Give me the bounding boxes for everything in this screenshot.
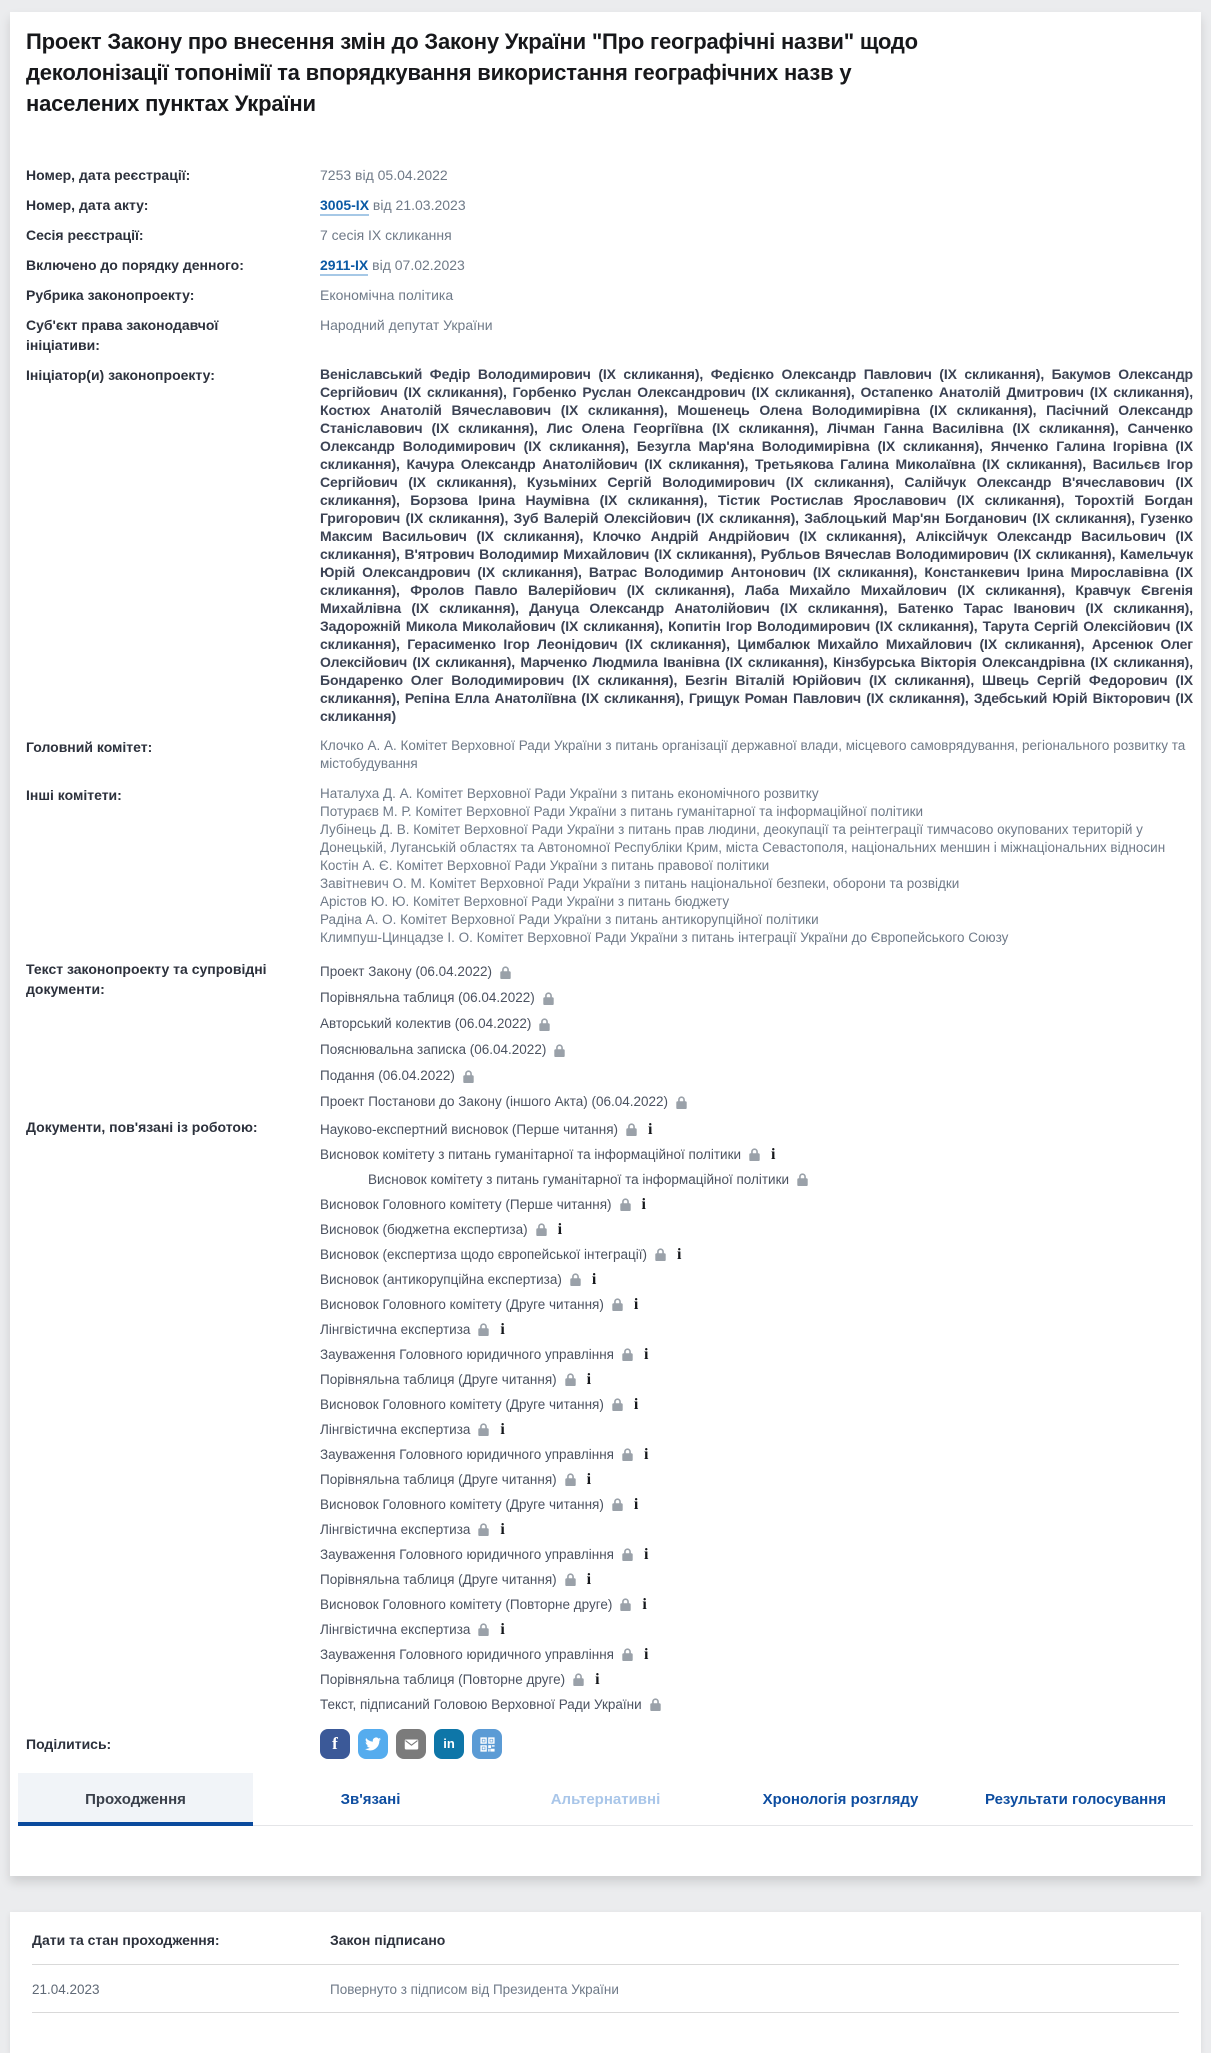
lock-icon bbox=[553, 1043, 566, 1058]
info-icon[interactable] bbox=[595, 1672, 599, 1688]
field-label: Включено до порядку денного: bbox=[26, 257, 244, 273]
document-row bbox=[320, 1567, 1193, 1592]
info-icon[interactable] bbox=[644, 1347, 648, 1363]
lock-icon bbox=[538, 1017, 551, 1032]
info-icon[interactable] bbox=[644, 1447, 648, 1463]
lock-icon bbox=[619, 1597, 632, 1612]
info-icon[interactable] bbox=[648, 1122, 652, 1138]
committee-item: Лубінець Д. В. Комітет Верховної Ради України з питань прав людини, деокупації та реінтеграції тимчасово окупованих територій у Донецькій, Луганській областях та Автономної Республіки Крим, міста Севастополя, національних меншин і міжнаціональних відносин bbox=[320, 822, 1166, 855]
field-value-text: від 21.03.2023 bbox=[369, 197, 466, 213]
document-link[interactable]: Висновок (бюджетна експертиза) bbox=[320, 1221, 528, 1237]
bill-documents-label: Текст законопроекту та супровідні документи: bbox=[26, 961, 267, 997]
document-row bbox=[320, 1063, 1193, 1089]
field-row bbox=[18, 285, 1193, 305]
document-link[interactable]: Лінгвістична експертиза bbox=[320, 1521, 471, 1537]
tab[interactable]: Альтернативні bbox=[550, 1790, 661, 1808]
initiators-label: Ініціатор(и) законопроекту: bbox=[26, 367, 215, 383]
document-link[interactable]: Висновок Головного комітету (Друге читання) bbox=[320, 1496, 604, 1512]
document-row bbox=[320, 1142, 1193, 1167]
passage-status-title: Закон підписано bbox=[330, 1932, 446, 1948]
document-row bbox=[320, 1089, 1193, 1115]
facebook-icon: f bbox=[332, 1734, 338, 1753]
tab[interactable]: Проходження bbox=[18, 1773, 253, 1825]
document-row bbox=[368, 1167, 1193, 1192]
lock-icon bbox=[499, 965, 512, 980]
document-row bbox=[320, 985, 1193, 1011]
field-label: Сесія реєстрації: bbox=[26, 227, 144, 243]
main-committee-label: Головний комітет: bbox=[26, 739, 153, 755]
document-link[interactable]: Текст, підписаний Головою Верховної Ради України bbox=[320, 1696, 642, 1712]
passage-date: 21.04.2023 bbox=[32, 1982, 100, 1997]
document-link[interactable]: Висновок комітету з питань гуманітарної та інформаційної політики bbox=[320, 1146, 742, 1162]
field-label: Рубрика законопроекту: bbox=[26, 287, 195, 303]
document-row bbox=[320, 1192, 1193, 1217]
main-committee-row bbox=[18, 737, 1193, 773]
field-value bbox=[320, 165, 1193, 185]
document-link[interactable]: Порівняльна таблиця (Друге читання) bbox=[320, 1571, 557, 1587]
document-link[interactable]: Порівняльна таблиця (Друге читання) bbox=[320, 1471, 557, 1487]
passage-row bbox=[32, 1965, 1179, 2013]
document-row bbox=[320, 1517, 1193, 1542]
bill-card bbox=[10, 12, 1201, 1876]
document-row bbox=[320, 1242, 1193, 1267]
lock-icon bbox=[748, 1147, 761, 1162]
field-row bbox=[18, 195, 1193, 215]
share-icons bbox=[320, 1729, 502, 1759]
committee-item: Костін А. Є. Комітет Верховної Ради України з питань правової політики bbox=[320, 858, 770, 873]
document-row bbox=[320, 1692, 1193, 1717]
act-number-link[interactable]: 2911-IX bbox=[320, 257, 368, 276]
info-icon[interactable] bbox=[500, 1522, 504, 1538]
tab[interactable]: Хронологія розгляду bbox=[762, 1790, 919, 1808]
passage-panel bbox=[10, 1912, 1201, 2053]
info-icon[interactable] bbox=[587, 1572, 591, 1588]
committee-item: Арістов Ю. Ю. Комітет Верховної Ради України з питань бюджету bbox=[320, 894, 730, 909]
document-link[interactable]: Зауваження Головного юридичного управління bbox=[320, 1546, 614, 1562]
field-value-text: 7 сесія IX скликання bbox=[320, 227, 452, 243]
info-icon[interactable] bbox=[644, 1647, 648, 1663]
share-row bbox=[18, 1729, 1193, 1759]
document-row bbox=[320, 1492, 1193, 1517]
document-row bbox=[320, 1667, 1193, 1692]
lock-icon bbox=[619, 1197, 632, 1212]
field-row bbox=[18, 255, 1193, 275]
tabs-bar bbox=[18, 1773, 1193, 1826]
other-committees-label: Інші комітети: bbox=[26, 787, 122, 803]
field-row bbox=[18, 225, 1193, 245]
document-link[interactable]: Лінгвістична експертиза bbox=[320, 1421, 471, 1437]
info-icon[interactable] bbox=[558, 1222, 562, 1238]
info-icon[interactable] bbox=[592, 1272, 596, 1288]
share-twitter-button[interactable] bbox=[358, 1729, 388, 1759]
bill-documents-list bbox=[320, 959, 1193, 1115]
field-row bbox=[18, 165, 1193, 185]
document-link[interactable]: Зауваження Головного юридичного управління bbox=[320, 1446, 614, 1462]
page-title: Проект Закону про внесення змін до Закону України "Про географічні назви" щодо деколонізації топонімії та впорядкування використання географічних назв у населених пунктах України bbox=[26, 29, 918, 116]
lock-icon bbox=[477, 1422, 490, 1437]
document-row bbox=[320, 1267, 1193, 1292]
lock-icon bbox=[621, 1447, 634, 1462]
document-link[interactable]: Висновок Головного комітету (Друге читання) bbox=[320, 1396, 604, 1412]
share-qr-button[interactable] bbox=[472, 1729, 502, 1759]
document-link[interactable]: Лінгвістична експертиза bbox=[320, 1321, 471, 1337]
document-row bbox=[320, 959, 1193, 985]
document-link[interactable]: Науково-експертний висновок (Перше читання) bbox=[320, 1121, 619, 1137]
committee-item: Радіна А. О. Комітет Верховної Ради України з питань антикорупційної політики bbox=[320, 912, 819, 927]
field-row bbox=[18, 315, 1193, 355]
share-linkedin-button[interactable] bbox=[434, 1729, 464, 1759]
lock-icon bbox=[572, 1672, 585, 1687]
document-link[interactable]: Висновок Головного комітету (Повторне друге) bbox=[320, 1596, 613, 1612]
info-icon[interactable] bbox=[771, 1147, 775, 1163]
document-link[interactable]: Проект Закону (06.04.2022) bbox=[320, 964, 492, 979]
tab[interactable]: Результати голосування bbox=[984, 1790, 1167, 1808]
field-label: Суб'єкт права законодавчої ініціативи: bbox=[26, 317, 219, 353]
other-committees-list bbox=[320, 785, 1193, 947]
lock-icon bbox=[564, 1472, 577, 1487]
tab[interactable]: Зв'язані bbox=[340, 1790, 401, 1808]
lock-icon bbox=[535, 1222, 548, 1237]
document-link[interactable]: Порівняльна таблиця (06.04.2022) bbox=[320, 990, 535, 1005]
lock-icon bbox=[542, 991, 555, 1006]
document-row bbox=[320, 1292, 1193, 1317]
info-icon[interactable] bbox=[500, 1622, 504, 1638]
passage-status: Повернуто з підписом від Президента України bbox=[330, 1982, 619, 1997]
field-value bbox=[320, 195, 1193, 215]
passage-rows bbox=[32, 1965, 1179, 2013]
committee-item: Потураєв М. Р. Комітет Верховної Ради України з питань гуманітарної та інформаційної політики bbox=[320, 804, 924, 819]
document-row bbox=[320, 1417, 1193, 1442]
field-value bbox=[320, 225, 1193, 245]
document-link[interactable]: Порівняльна таблиця (Друге читання) bbox=[320, 1371, 557, 1387]
document-row bbox=[320, 1117, 1193, 1142]
document-row bbox=[320, 1342, 1193, 1367]
lock-icon bbox=[654, 1247, 667, 1262]
committee-item: Завітневич О. М. Комітет Верховної Ради України з питань національної безпеки, оборони та розвідки bbox=[320, 876, 960, 891]
document-row bbox=[320, 1317, 1193, 1342]
document-link[interactable]: Висновок Головного комітету (Перше читання) bbox=[320, 1196, 612, 1212]
document-row bbox=[320, 1011, 1193, 1037]
document-row bbox=[320, 1367, 1193, 1392]
document-link[interactable]: Порівняльна таблиця (Повторне друге) bbox=[320, 1671, 566, 1687]
committee-item: Наталуха Д. А. Комітет Верховної Ради України з питань економічного розвитку bbox=[320, 786, 819, 801]
document-row bbox=[320, 1037, 1193, 1063]
document-row bbox=[320, 1467, 1193, 1492]
share-label: Поділитись: bbox=[26, 1736, 112, 1752]
field-label: Номер, дата реєстрації: bbox=[26, 167, 191, 183]
document-link[interactable]: Подання (06.04.2022) bbox=[320, 1068, 455, 1083]
document-link[interactable]: Зауваження Головного юридичного управління bbox=[320, 1646, 614, 1662]
field-value bbox=[320, 285, 1193, 305]
document-link[interactable]: Висновок (антикорупційна експертиза) bbox=[320, 1271, 562, 1287]
document-link[interactable]: Пояснювальна записка (06.04.2022) bbox=[320, 1042, 547, 1057]
act-number-link[interactable]: 3005-IX bbox=[320, 197, 369, 216]
field-value-text: 7253 від 05.04.2022 bbox=[320, 167, 448, 183]
lock-icon bbox=[462, 1069, 475, 1084]
info-icon[interactable] bbox=[500, 1422, 504, 1438]
main-committee-value: Клочко А. А. Комітет Верховної Ради України з питань організації державної влади, місцевого самоврядування, регіонального розвитку та містобудування bbox=[320, 738, 1186, 771]
other-committees-row bbox=[18, 785, 1193, 947]
document-row bbox=[320, 1217, 1193, 1242]
share-email-button[interactable] bbox=[396, 1729, 426, 1759]
lock-icon bbox=[611, 1397, 624, 1412]
field-value-text: від 07.02.2023 bbox=[368, 257, 465, 273]
document-link[interactable]: Висновок Головного комітету (Друге читання) bbox=[320, 1296, 604, 1312]
lock-icon bbox=[649, 1697, 662, 1712]
lock-icon bbox=[796, 1172, 809, 1187]
info-icon[interactable] bbox=[634, 1497, 638, 1513]
lock-icon bbox=[621, 1347, 634, 1362]
info-icon[interactable] bbox=[587, 1372, 591, 1388]
field-label: Номер, дата акту: bbox=[26, 197, 149, 213]
document-link[interactable]: Висновок комітету з питань гуманітарної та інформаційної політики bbox=[368, 1171, 790, 1187]
lock-icon bbox=[477, 1522, 490, 1537]
initiators-text: Веніславський Федір Володимирович (IX скликання), Федієнко Олександр Павлович (IX скликання), Бакумов Олександр Сергійович (IX скликання), Горбенко Руслан Олександрович (IX скликання), Остапенко Анатолій Дмитрович (IX скликання), Костюх Анатолій Вячеславович (IX скликання), Мошенець Олена Володимирівна (IX скликання), Пасічний Олександр Станіславович (IX скликання), Лис Олена Георгіївна (IX скликання), Лічман Ганна Василівна (IX скликання), Санченко Олександр Володимирович (IX скликання), Безугла Мар'яна Володимирівна (IX скликання), Янченко Галина Ігорівна (IX скликання), Качура Олександр Анатолійович (IX скликання), Третьякова Галина Миколаївна (IX скликання), Васильєв Ігор Сергійович (IX скликання), Кузьміних Сергій Володимирович (IX скликання), Салійчук Олександр В'ячеславович (IX скликання), Борзова Ірина Наумівна (IX скликання), Тістик Ростислав Ярославович (IX скликання), Торохтій Богдан Григорович (IX скликання), Зуб Валерій Олексійович (IX скликання), Заблоцький Мар'ян Богданович (IX скликання), Гузенко Максим Васильович (IX скликання), Клочко Андрій Андрійович (IX скликання), Аліксійчук Олександр Васильович (IX скликання), В'ятрович Володимир Михайлович (IX скликання), Рубльов Вячеслав Володимирович (IX скликання), Камельчук Юрій Олександрович (IX скликання), Ватрас Володимир Антонович (IX скликання), Констанкевич Ірина Мирославівна (IX скликання), Фролов Павло Валерійович (IX скликання), Лаба Михайло Михайлович (IX скликання), Кравчук Євгенія Михайлівна (IX скликання), Дануца Олександр Анатолійович (IX скликання), Батенко Тарас Іванович (IX скликання), Задорожній Микола Миколайович (IX скликання), Копитін Ігор Володимирович (IX скликання), Тарута Сергій Олексійович (IX скликання), Герасименко Ігор Леонідович (IX скликання), Цимбалюк Михайло Михайлович (IX скликання), Арсенюк Олег Олексійович (IX скликання), Марченко Людмила Іванівна (IX скликання), Кінзбурська Вікторія Олександрівна (IX скликання), Бондаренко Олег Володимирович (IX скликання), Безгін Віталій Юрійович (IX скликання), Швець Сергій Федорович (IX скликання), Репіна Елла Анатоліївна (IX скликання), Грищук Роман Павлович (IX скликання), Здебський Юрій Вікторович (IX скликання) bbox=[320, 366, 1193, 724]
field-value bbox=[320, 255, 1193, 275]
field-value bbox=[320, 315, 1193, 355]
lock-icon bbox=[621, 1647, 634, 1662]
lock-icon bbox=[621, 1547, 634, 1562]
lock-icon bbox=[564, 1572, 577, 1587]
related-documents-label: Документи, пов'язані із роботою: bbox=[26, 1119, 258, 1135]
bill-documents-row bbox=[18, 959, 1193, 1115]
document-link[interactable]: Зауваження Головного юридичного управління bbox=[320, 1346, 614, 1362]
info-icon[interactable] bbox=[634, 1297, 638, 1313]
lock-icon bbox=[477, 1322, 490, 1337]
document-row bbox=[320, 1642, 1193, 1667]
passage-table-header bbox=[32, 1932, 1179, 1965]
email-icon bbox=[403, 1736, 420, 1753]
related-documents-list bbox=[320, 1117, 1193, 1717]
document-link[interactable]: Висновок (експертиза щодо європейської інтеграції) bbox=[320, 1246, 647, 1262]
share-facebook-button[interactable] bbox=[320, 1729, 350, 1759]
info-icon[interactable] bbox=[634, 1397, 638, 1413]
document-row bbox=[320, 1392, 1193, 1417]
initiators-row bbox=[18, 365, 1193, 725]
passage-dates-header: Дати та стан проходження: bbox=[32, 1932, 220, 1948]
lock-icon bbox=[569, 1272, 582, 1287]
lock-icon bbox=[675, 1095, 688, 1110]
info-icon[interactable] bbox=[500, 1322, 504, 1338]
lock-icon bbox=[625, 1122, 638, 1137]
document-row bbox=[320, 1617, 1193, 1642]
info-icon[interactable] bbox=[587, 1472, 591, 1488]
field-value-text: Народний депутат України bbox=[320, 317, 493, 333]
field-value-text: Економічна політика bbox=[320, 287, 454, 303]
document-row bbox=[320, 1542, 1193, 1567]
info-icon[interactable] bbox=[642, 1197, 646, 1213]
committee-item: Климпуш-Цинцадзе І. О. Комітет Верховної Ради України з питань інтеграції України до Європейського Союзу bbox=[320, 930, 1009, 945]
twitter-icon bbox=[365, 1736, 381, 1752]
document-link[interactable]: Проект Постанови до Закону (іншого Акта) (06.04.2022) bbox=[320, 1094, 669, 1109]
lock-icon bbox=[611, 1297, 624, 1312]
lock-icon bbox=[477, 1622, 490, 1637]
bill-fields bbox=[18, 165, 1193, 355]
lock-icon bbox=[611, 1497, 624, 1512]
document-row bbox=[320, 1592, 1193, 1617]
related-documents-row bbox=[18, 1117, 1193, 1717]
lock-icon bbox=[564, 1372, 577, 1387]
info-icon[interactable] bbox=[642, 1597, 646, 1613]
info-icon[interactable] bbox=[677, 1247, 681, 1263]
document-row bbox=[320, 1442, 1193, 1467]
document-link[interactable]: Авторський колектив (06.04.2022) bbox=[320, 1016, 532, 1031]
info-icon[interactable] bbox=[644, 1547, 648, 1563]
linkedin-icon: in bbox=[443, 1736, 455, 1751]
qr-code-icon bbox=[479, 1736, 496, 1753]
document-link[interactable]: Лінгвістична експертиза bbox=[320, 1621, 471, 1637]
tab-content-spacer bbox=[18, 1826, 1193, 1876]
